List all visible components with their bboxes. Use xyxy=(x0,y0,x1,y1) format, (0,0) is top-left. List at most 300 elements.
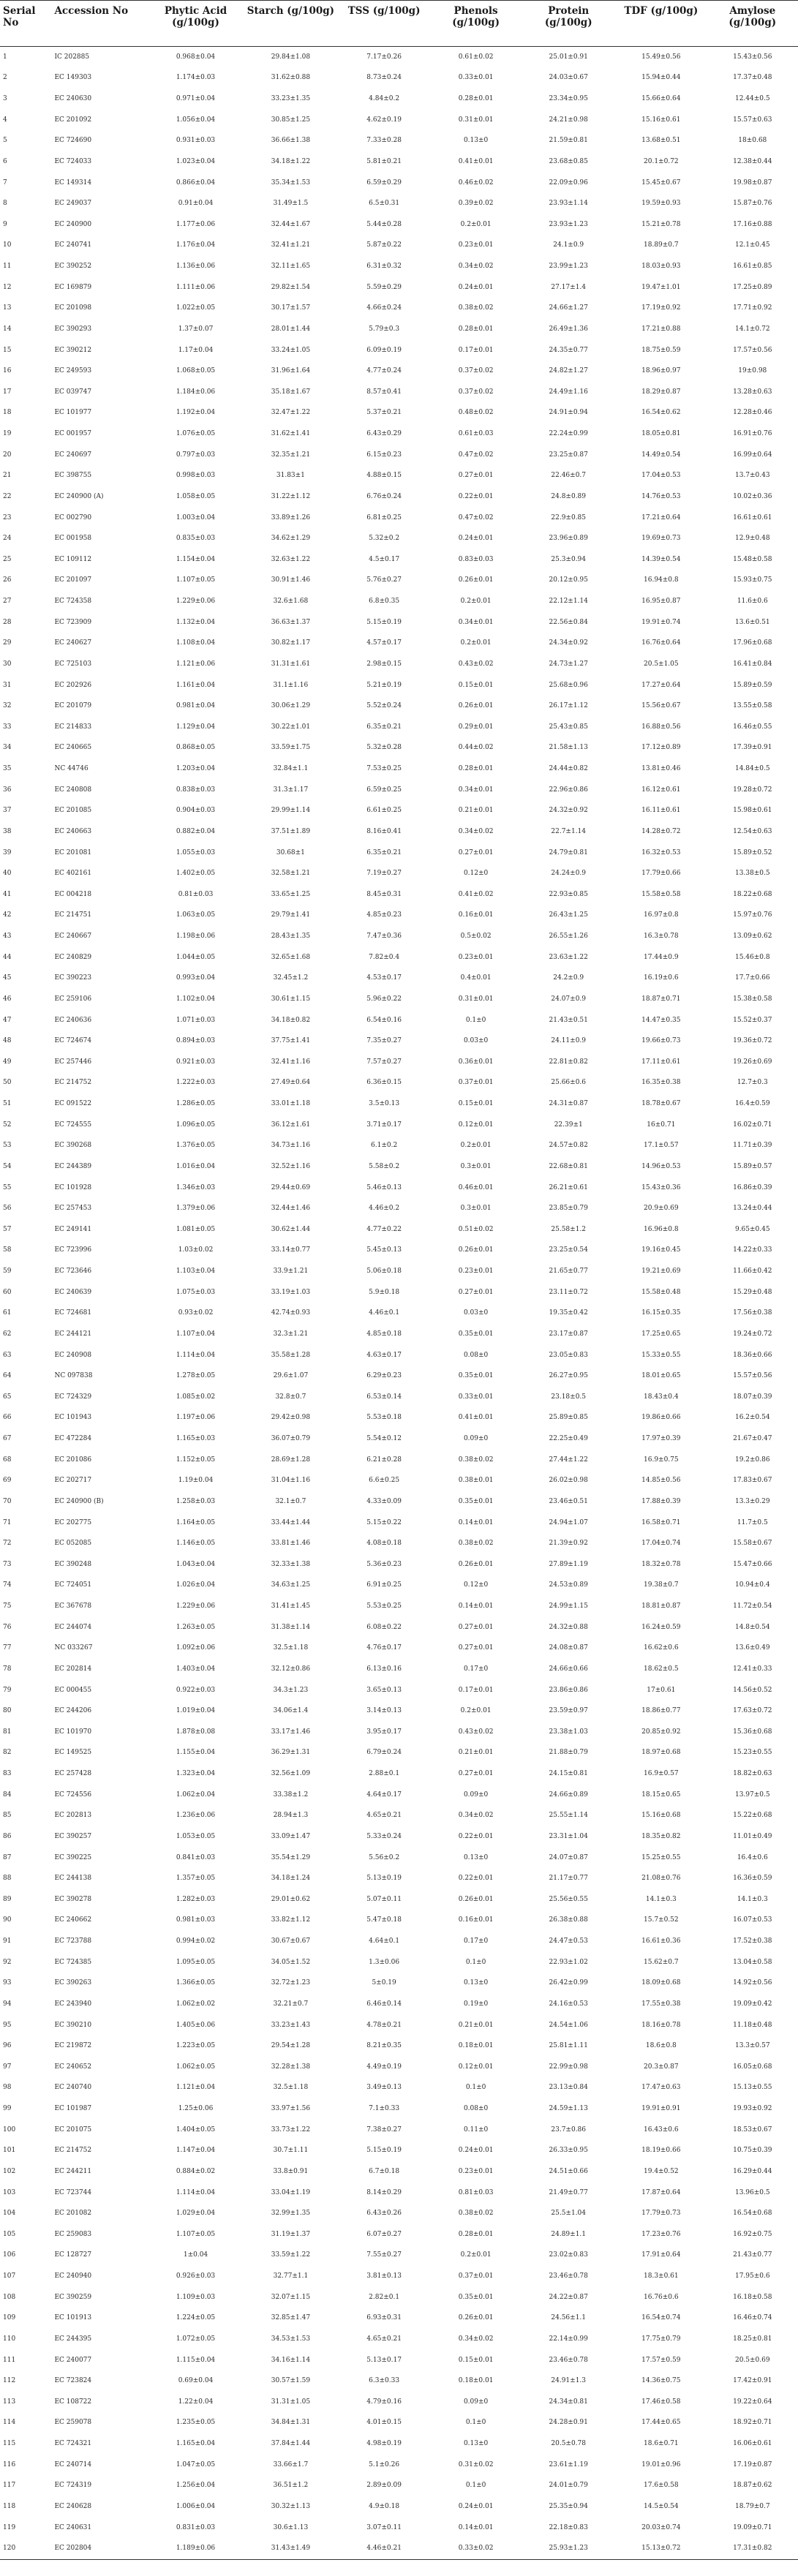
cell-amylose: 11.66±0.42 xyxy=(733,1268,772,1276)
cell-amylose: 19±0.98 xyxy=(738,367,767,375)
cell-serial: 26 xyxy=(3,576,12,584)
table-row xyxy=(0,382,798,403)
cell-serial: 12 xyxy=(3,283,12,291)
cell-tdf: 19.86±0.66 xyxy=(641,1414,681,1422)
table-row xyxy=(0,570,798,592)
cell-phytic-acid: 0.81±0.03 xyxy=(178,890,214,898)
cell-serial: 80 xyxy=(3,1707,12,1715)
cell-phytic-acid: 1.229±0.06 xyxy=(176,1603,216,1611)
cell-serial: 57 xyxy=(3,1225,12,1233)
cell-phytic-acid: 1.161±0.04 xyxy=(176,681,216,689)
table-row xyxy=(0,1868,798,1889)
cell-phytic-acid: 0.868±0.05 xyxy=(176,744,216,752)
cell-tss: 7.53±0.25 xyxy=(366,765,402,773)
cell-protein: 24.31±0.87 xyxy=(549,1100,588,1108)
cell-starch: 30.17±1.57 xyxy=(271,304,311,312)
cell-protein: 24.21±0.98 xyxy=(549,116,588,124)
cell-serial: 49 xyxy=(3,1058,12,1066)
cell-amylose: 16.4±0.59 xyxy=(734,1100,770,1108)
cell-phytic-acid: 1.055±0.03 xyxy=(176,848,216,856)
cell-phenols: 0.24±0.01 xyxy=(458,535,494,543)
table-body xyxy=(0,47,798,2560)
cell-starch: 32.63±1.22 xyxy=(271,555,311,563)
cell-starch: 32.33±1.38 xyxy=(271,1560,311,1568)
cell-phenols: 0.47±0.02 xyxy=(458,513,494,521)
cell-protein: 25.56±0.55 xyxy=(549,1895,588,1903)
cell-starch: 33.9±1.21 xyxy=(273,1268,309,1276)
cell-phenols: 0.21±0.01 xyxy=(458,2021,494,2029)
table-row xyxy=(0,2329,798,2350)
cell-accession: EC 244138 xyxy=(54,1875,92,1883)
cell-starch: 32.84±1.1 xyxy=(273,765,309,773)
cell-amylose: 14.84±0.5 xyxy=(734,765,770,773)
table-row xyxy=(0,633,798,655)
cell-tdf: 16.15±0.35 xyxy=(641,1309,681,1317)
cell-tdf: 17.75±0.79 xyxy=(641,2335,681,2343)
cell-amylose: 16.18±0.58 xyxy=(733,2293,772,2301)
cell-protein: 23.63±1.22 xyxy=(549,953,588,961)
cell-tdf: 17.6±0.58 xyxy=(644,2482,679,2490)
cell-tss: 6.08±0.22 xyxy=(366,1623,402,1631)
cell-starch: 31.62±1.41 xyxy=(271,430,311,438)
cell-tss: 5.15±0.19 xyxy=(366,618,402,626)
table-row xyxy=(0,1010,798,1031)
cell-tss: 6.61±0.25 xyxy=(366,807,402,815)
table-row xyxy=(0,1491,798,1513)
cell-starch: 34.18±1.24 xyxy=(271,1875,311,1883)
cell-protein: 24.66±0.66 xyxy=(549,1665,588,1673)
cell-amylose: 16.05±0.68 xyxy=(733,2063,772,2071)
cell-amylose: 18.82±0.63 xyxy=(733,1770,772,1778)
table-row xyxy=(0,926,798,947)
cell-amylose: 19.09±0.42 xyxy=(733,2000,772,2008)
table-row xyxy=(0,1617,798,1638)
cell-amylose: 17.42±0.91 xyxy=(733,2377,772,2385)
cell-phytic-acid: 0.866±0.04 xyxy=(176,178,216,187)
cell-protein: 21.17±0.77 xyxy=(549,1875,588,1883)
table-row xyxy=(0,884,798,905)
cell-serial: 98 xyxy=(3,2084,12,2092)
cell-phenols: 0.2±0.01 xyxy=(460,2251,492,2259)
table-row xyxy=(0,1952,798,1973)
cell-accession: EC 390248 xyxy=(54,1560,92,1568)
cell-phytic-acid: 1.174±0.03 xyxy=(176,74,216,82)
cell-starch: 34.18±1.22 xyxy=(271,157,311,165)
cell-serial: 40 xyxy=(3,870,12,878)
cell-amylose: 17.37±0.48 xyxy=(733,74,772,82)
table-row xyxy=(0,968,798,990)
cell-phenols: 0.24±0.01 xyxy=(458,283,494,291)
cell-amylose: 13.55±0.58 xyxy=(733,702,772,710)
cell-tss: 6.91±0.25 xyxy=(366,1581,402,1589)
cell-starch: 35.34±1.53 xyxy=(271,178,311,187)
cell-tss: 1.3±0.06 xyxy=(369,1958,400,1966)
cell-amylose: 14.1±0.3 xyxy=(737,1895,768,1903)
cell-protein: 26.02±0.98 xyxy=(549,1477,588,1485)
cell-protein: 25.55±1.14 xyxy=(549,1812,588,1820)
cell-amylose: 19.22±0.64 xyxy=(733,2398,772,2406)
cell-tss: 4.98±0.19 xyxy=(366,2440,402,2448)
cell-starch: 33.8±0.91 xyxy=(273,2167,309,2175)
cell-starch: 36.07±0.79 xyxy=(271,1435,311,1443)
cell-accession: EC 201082 xyxy=(54,2210,92,2218)
cell-amylose: 18.92±0.71 xyxy=(733,2419,772,2427)
cell-phytic-acid: 1.146±0.05 xyxy=(176,1540,216,1548)
cell-serial: 71 xyxy=(3,1518,12,1526)
cell-accession: EC 240900 (A) xyxy=(54,492,104,500)
cell-protein: 24.2±0.9 xyxy=(553,974,584,982)
cell-phytic-acid: 1.129±0.04 xyxy=(176,723,216,731)
cell-amylose: 15.89±0.59 xyxy=(733,681,772,689)
cell-tdf: 16.54±0.62 xyxy=(641,409,681,417)
cell-tss: 4.77±0.22 xyxy=(366,1225,402,1233)
table-row xyxy=(0,591,798,612)
cell-phenols: 0.16±0.01 xyxy=(458,1916,494,1924)
cell-serial: 3 xyxy=(3,95,7,103)
cell-serial: 23 xyxy=(3,513,12,521)
cell-phenols: 0.29±0.01 xyxy=(458,723,494,731)
cell-starch: 30.6±1.13 xyxy=(273,2523,309,2531)
cell-accession: EC 214752 xyxy=(54,1079,92,1087)
cell-phytic-acid: 1.095±0.05 xyxy=(176,1958,216,1966)
cell-serial: 41 xyxy=(3,890,12,898)
cell-starch: 29.79±1.41 xyxy=(271,911,311,919)
table-row xyxy=(0,1910,798,1932)
cell-accession: EC 052085 xyxy=(54,1540,92,1548)
header-serial-no: Serial No xyxy=(0,1,51,47)
cell-amylose: 17.25±0.89 xyxy=(733,283,772,291)
table-row xyxy=(0,675,798,696)
cell-tss: 6.13±0.16 xyxy=(366,1665,402,1673)
cell-accession: EC 149525 xyxy=(54,1749,92,1757)
cell-phenols: 0.38±0.02 xyxy=(458,304,494,312)
cell-phenols: 0.33±0.02 xyxy=(430,2538,522,2559)
cell-serial: 75 xyxy=(3,1603,12,1611)
cell-tdf: 17.25±0.65 xyxy=(641,1330,681,1338)
cell-protein: 24.59±1.13 xyxy=(549,2105,588,2113)
cell-protein: 23.17±0.87 xyxy=(549,1330,588,1338)
cell-phytic-acid: 1.878±0.08 xyxy=(176,1728,216,1736)
cell-tdf: 18.01±0.65 xyxy=(641,1372,681,1380)
cell-amylose: 18.87±0.62 xyxy=(733,2482,772,2490)
table-row xyxy=(0,151,798,173)
cell-phytic-acid: 1.379±0.06 xyxy=(176,1205,216,1213)
cell-protein: 22.68±0.81 xyxy=(549,1162,588,1170)
cell-protein: 22.93±1.02 xyxy=(549,1958,588,1966)
cell-amylose: 14.22±0.33 xyxy=(733,1246,772,1254)
cell-tss: 6.81±0.25 xyxy=(366,513,402,521)
cell-accession: EC 402161 xyxy=(54,870,92,878)
cell-starch: 36.51±1.2 xyxy=(273,2482,309,2490)
cell-phytic-acid: 1.111±0.06 xyxy=(176,283,216,291)
cell-tdf: 18.89±0.7 xyxy=(644,241,679,249)
cell-phenols: 0.5±0.02 xyxy=(460,933,492,941)
cell-tss: 5.07±0.11 xyxy=(366,1895,402,1903)
cell-starch: 30.22±1.01 xyxy=(271,723,311,731)
cell-tss: 4.5±0.17 xyxy=(369,555,400,563)
cell-phenols: 0.37±0.02 xyxy=(458,367,494,375)
cell-amylose: 17.96±0.68 xyxy=(733,639,772,647)
cell-phenols: 0.1±0 xyxy=(465,1016,486,1024)
table-row xyxy=(0,1136,798,1157)
cell-starch: 32.07±1.15 xyxy=(271,2293,311,2301)
cell-amylose: 12.28±0.46 xyxy=(733,409,772,417)
cell-phytic-acid: 1.189±0.06 xyxy=(148,2538,244,2559)
cell-tss: 3.71±0.17 xyxy=(366,1121,402,1129)
cell-protein: 24.01±0.79 xyxy=(549,2482,588,2490)
cell-phytic-acid: 0.884±0.02 xyxy=(176,2167,216,2175)
cell-starch: 33.38±1.2 xyxy=(273,1790,309,1799)
cell-tdf: 16.32±0.53 xyxy=(641,848,681,856)
cell-tss: 5.15±0.19 xyxy=(366,2147,402,2155)
table-row xyxy=(0,1680,798,1701)
header-tdf: TDF (g/100g) xyxy=(615,1,707,47)
cell-tdf: 15.58±0.48 xyxy=(641,1288,681,1296)
cell-phenols: 0.28±0.01 xyxy=(458,95,494,103)
cell-starch: 32.6±1.68 xyxy=(273,598,309,606)
cell-accession: EC 169879 xyxy=(54,283,92,291)
cell-phenols: 0.31±0.01 xyxy=(458,995,494,1003)
cell-phytic-acid: 0.835±0.03 xyxy=(176,535,216,543)
cell-phytic-acid: 0.69±0.04 xyxy=(178,2377,214,2385)
cell-starch: 32.35±1.21 xyxy=(271,451,311,459)
cell-tdf: 16.62±0.6 xyxy=(644,1644,679,1652)
cell-protein: 26.55±1.26 xyxy=(549,933,588,941)
cell-amylose: 15.43±0.56 xyxy=(733,53,772,61)
cell-phenols: 0.41±0.01 xyxy=(458,1414,494,1422)
cell-protein: 23.18±0.5 xyxy=(551,1393,587,1401)
cell-starch: 29.44±0.69 xyxy=(271,1183,311,1191)
cell-accession: EC 723646 xyxy=(54,1268,92,1276)
cell-protein: 21.88±0.79 xyxy=(549,1749,588,1757)
cell-protein: 24.1±0.9 xyxy=(553,241,584,249)
cell-serial: 44 xyxy=(3,953,12,961)
cell-tss: 6.59±0.25 xyxy=(366,786,402,794)
cell-serial: 101 xyxy=(3,2147,16,2155)
cell-phenols: 0.13±0 xyxy=(463,1853,489,1861)
cell-serial: 64 xyxy=(3,1372,12,1380)
table-row xyxy=(0,863,798,884)
cell-tdf: 16.76±0.64 xyxy=(641,639,681,647)
cell-accession: EC 240662 xyxy=(54,1916,92,1924)
cell-phytic-acid: 1.053±0.05 xyxy=(176,1832,216,1840)
cell-phytic-acid: 1.121±0.04 xyxy=(176,2084,216,2092)
cell-starch: 31.41±1.45 xyxy=(271,1603,311,1611)
cell-accession: EC 240077 xyxy=(54,2356,92,2364)
cell-tss: 5.53±0.18 xyxy=(366,1414,402,1422)
cell-phytic-acid: 0.981±0.04 xyxy=(176,702,216,710)
cell-tss: 5.59±0.29 xyxy=(366,283,402,291)
cell-amylose: 12.41±0.33 xyxy=(733,1665,772,1673)
cell-tdf: 17.44±0.9 xyxy=(644,953,679,961)
cell-tss: 4.79±0.16 xyxy=(366,2398,402,2406)
cell-amylose: 16.4±0.6 xyxy=(737,1853,768,1861)
cell-tdf: 16.9±0.75 xyxy=(644,1455,679,1464)
table-row xyxy=(0,340,798,361)
cell-phytic-acid: 1.404±0.05 xyxy=(176,2125,216,2134)
table-row xyxy=(0,2078,798,2099)
cell-phytic-acid: 1.224±0.05 xyxy=(176,2314,216,2322)
cell-accession: EC 101970 xyxy=(54,1728,92,1736)
cell-accession: EC 724033 xyxy=(54,157,92,165)
cell-accession: EC 214833 xyxy=(54,723,92,731)
cell-phytic-acid: 1.222±0.03 xyxy=(176,1079,216,1087)
cell-serial: 109 xyxy=(3,2314,16,2322)
table-row xyxy=(0,2120,798,2141)
cell-protein: 23.61±1.19 xyxy=(549,2460,588,2468)
cell-accession: EC 390223 xyxy=(54,974,92,982)
cell-serial: 35 xyxy=(3,765,12,773)
cell-phytic-acid: 1.192±0.04 xyxy=(176,409,216,417)
table-row xyxy=(0,1324,798,1345)
cell-phytic-acid: 1.203±0.04 xyxy=(176,765,216,773)
cell-accession: EC 244395 xyxy=(54,2335,92,2343)
cell-protein: 22.18±0.83 xyxy=(549,2523,588,2531)
cell-tdf: 15.45±0.67 xyxy=(641,178,681,187)
cell-serial: 93 xyxy=(3,1979,12,1987)
cell-amylose: 10.02±0.36 xyxy=(733,492,772,500)
cell-serial: 65 xyxy=(3,1393,12,1401)
cell-amylose: 18.53±0.67 xyxy=(733,2125,772,2134)
cell-starch: 33.65±1.25 xyxy=(271,890,311,898)
cell-protein: 24.91±0.94 xyxy=(549,409,588,417)
cell-protein: 25.5±1.04 xyxy=(551,2210,587,2218)
cell-phytic-acid: 1.022±0.05 xyxy=(176,304,216,312)
cell-tss: 6.79±0.24 xyxy=(366,1749,402,1757)
cell-phenols: 0.2±0.01 xyxy=(460,639,492,647)
cell-amylose: 17.19±0.87 xyxy=(733,2460,772,2468)
cell-phytic-acid: 1.405±0.06 xyxy=(176,2021,216,2029)
cell-accession: EC 091522 xyxy=(54,1100,92,1108)
cell-accession: EC 201081 xyxy=(54,848,92,856)
cell-tss: 2.98±0.15 xyxy=(366,660,402,668)
cell-tdf: 19.91±0.74 xyxy=(641,618,681,626)
table-row xyxy=(0,1722,798,1743)
cell-phenols: 0.09±0 xyxy=(463,2398,489,2406)
cell-phenols: 0.44±0.02 xyxy=(458,744,494,752)
cell-accession: EC 724329 xyxy=(54,1393,92,1401)
cell-tss: 4.53±0.17 xyxy=(366,974,402,982)
table-row xyxy=(0,905,798,927)
cell-phenols: 0.27±0.01 xyxy=(458,1623,494,1631)
cell-starch: 30.62±1.44 xyxy=(271,1225,311,1233)
cell-serial: 108 xyxy=(3,2293,16,2301)
cell-phytic-acid: 1.366±0.05 xyxy=(176,1979,216,1987)
table-row xyxy=(0,2015,798,2036)
cell-amylose: 12.1±0.45 xyxy=(734,241,770,249)
cell-starch: 29.42±0.98 xyxy=(271,1414,311,1422)
cell-protein: 27.89±1.19 xyxy=(549,1560,588,1568)
table-row xyxy=(0,1533,798,1554)
cell-starch: 33.97±1.56 xyxy=(271,2105,311,2113)
cell-tdf: 19.21±0.69 xyxy=(641,1268,681,1276)
table-row xyxy=(0,277,798,298)
cell-tdf: 15.16±0.61 xyxy=(641,116,681,124)
cell-starch: 28.69±1.28 xyxy=(271,1455,311,1464)
cell-phenols: 0.12±0.01 xyxy=(458,1121,494,1129)
cell-tdf: 17.88±0.39 xyxy=(641,1497,681,1505)
cell-phenols: 0.28±0.01 xyxy=(458,765,494,773)
cell-accession: EC 240639 xyxy=(54,1288,92,1296)
cell-serial: 97 xyxy=(3,2063,12,2071)
cell-phenols: 0.21±0.01 xyxy=(458,1749,494,1757)
table-row xyxy=(0,654,798,675)
cell-serial: 87 xyxy=(3,1853,12,1861)
cell-tss: 7.19±0.27 xyxy=(366,870,402,878)
cell-phenols: 0.14±0.01 xyxy=(458,2523,494,2531)
cell-phytic-acid: 1.072±0.05 xyxy=(176,2335,216,2343)
cell-amylose: 14.8±0.54 xyxy=(734,1623,770,1631)
cell-accession: IC 202885 xyxy=(54,53,90,61)
cell-tdf: 16.58±0.71 xyxy=(641,1518,681,1526)
cell-accession: EC 244206 xyxy=(54,1707,92,1715)
cell-tss: 7.38±0.27 xyxy=(366,2125,402,2134)
cell-tss: 4.64±0.17 xyxy=(366,1790,402,1799)
cell-phenols: 0.2±0.01 xyxy=(460,1142,492,1150)
cell-tdf: 18.81±0.87 xyxy=(641,1603,681,1611)
cell-protein: 23.68±0.85 xyxy=(549,157,588,165)
header-accession-no: Accession No xyxy=(51,1,148,47)
cell-tdf: 17.27±0.64 xyxy=(641,681,681,689)
cell-protein: 24.03±0.67 xyxy=(549,74,588,82)
cell-tss: 3.65±0.13 xyxy=(366,1686,402,1694)
cell-tdf: 16.97±0.8 xyxy=(644,911,679,919)
cell-phytic-acid: 1.108±0.04 xyxy=(176,639,216,647)
table-row xyxy=(0,758,798,780)
cell-protein: 24.49±1.16 xyxy=(549,388,588,396)
cell-protein: 26.17±1.12 xyxy=(549,702,588,710)
table-row xyxy=(0,2517,798,2539)
table-row xyxy=(0,445,798,466)
cell-phenols: 0.46±0.02 xyxy=(458,178,494,187)
cell-tdf: 17.55±0.38 xyxy=(641,2000,681,2008)
cell-serial: 5 xyxy=(3,137,7,145)
cell-phytic-acid: 0.93±0.02 xyxy=(178,1309,214,1317)
table-row xyxy=(0,1889,798,1910)
cell-phytic-acid: 1.357±0.05 xyxy=(176,1875,216,1883)
table-row xyxy=(0,2392,798,2413)
cell-starch: 31.04±1.16 xyxy=(271,1477,311,1485)
cell-tss: 6.43±0.26 xyxy=(366,2210,402,2218)
cell-accession: EC 390268 xyxy=(54,1142,92,1150)
cell-phytic-acid: 1.17±0.04 xyxy=(178,346,214,354)
cell-accession: EC 723824 xyxy=(54,2377,92,2385)
cell-serial: 43 xyxy=(3,933,12,941)
cell-phytic-acid: 1.056±0.04 xyxy=(176,116,216,124)
cell-starch: 32.3±1.21 xyxy=(273,1330,309,1338)
cell-phenols: 0.03±0 xyxy=(463,1309,489,1317)
cell-protein: 22.14±0.99 xyxy=(549,2335,588,2343)
cell-accession: EC 240740 xyxy=(54,2084,92,2092)
cell-tss: 6.21±0.28 xyxy=(366,1455,402,1464)
cell-protein: 24.94±1.07 xyxy=(549,1518,588,1526)
table-row xyxy=(0,193,798,214)
cell-tss: 3.49±0.13 xyxy=(366,2084,402,2092)
cell-tdf: 20.1±0.72 xyxy=(644,157,679,165)
cell-protein: 23.96±0.89 xyxy=(549,535,588,543)
cell-serial: 16 xyxy=(3,367,12,375)
cell-phytic-acid: 1.023±0.04 xyxy=(176,157,216,165)
cell-phytic-acid: 1.107±0.05 xyxy=(176,576,216,584)
cell-phenols: 0.34±0.02 xyxy=(458,1812,494,1820)
cell-phytic-acid: 1.076±0.05 xyxy=(176,430,216,438)
cell-protein: 24.57±0.82 xyxy=(549,1142,588,1150)
cell-serial: 79 xyxy=(3,1686,12,1694)
cell-serial: 95 xyxy=(3,2021,12,2029)
cell-starch: 32.41±1.16 xyxy=(271,1058,311,1066)
cell-phenols: 0.18±0.01 xyxy=(458,2377,494,2385)
cell-amylose: 15.46±0.8 xyxy=(734,953,770,961)
